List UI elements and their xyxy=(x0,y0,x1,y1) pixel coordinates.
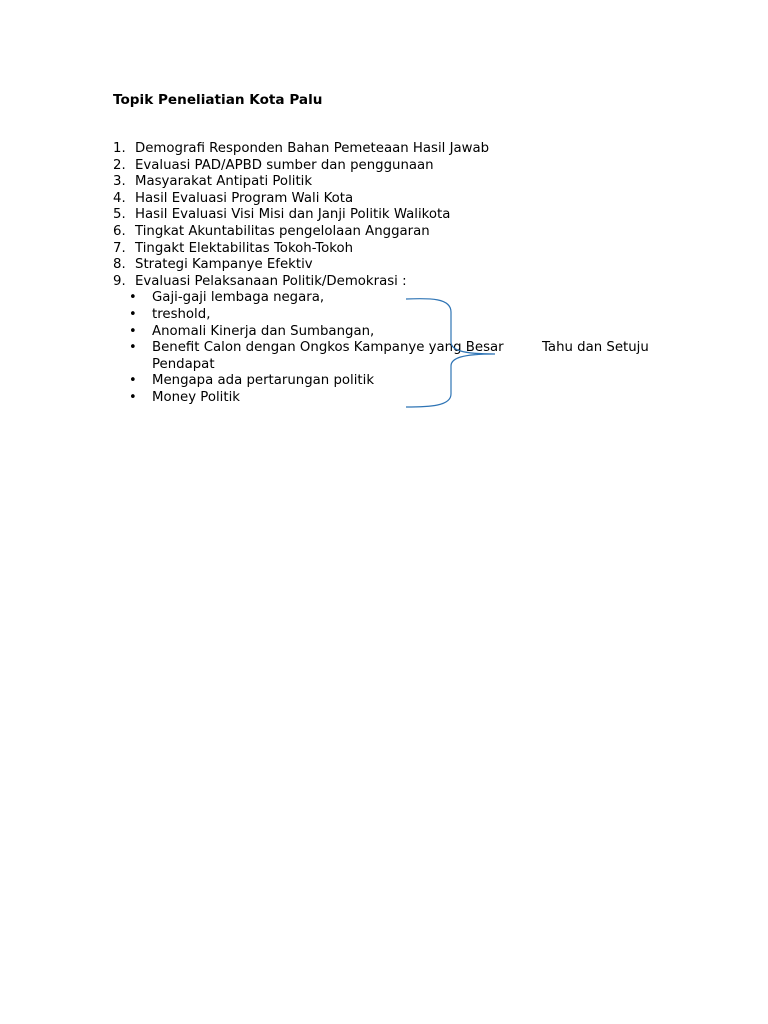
list-item xyxy=(113,158,733,175)
bullet-text: Pendapat xyxy=(152,356,215,372)
list-number: 6. xyxy=(113,223,126,239)
bullet-text: treshold, xyxy=(152,306,211,322)
right-brace-icon xyxy=(400,292,510,414)
list-item xyxy=(113,141,733,158)
bullet-text: Money Politik xyxy=(152,389,240,405)
list-text: Hasil Evaluasi Program Wali Kota xyxy=(135,190,354,206)
list-text: Masyarakat Antipati Politik xyxy=(135,174,313,190)
bullet-icon: • xyxy=(129,323,137,339)
list-item xyxy=(113,274,733,291)
bullet-text: Gaji-gaji lembaga negara, xyxy=(152,290,325,306)
list-number: 3. xyxy=(113,174,126,190)
list-text: Strategi Kampanye Efektiv xyxy=(135,257,313,273)
list-text: Tingkat Akuntabilitas pengelolaan Anggaran xyxy=(135,223,430,239)
list-item xyxy=(113,191,733,208)
bullet-icon: • xyxy=(129,373,137,389)
list-number: 5. xyxy=(113,207,126,223)
list-number: 1. xyxy=(113,141,126,156)
bullet-text: Benefit Calon dengan Ongkos Kampanye yang Besar xyxy=(152,340,504,356)
brace-note: Tahu dan Setuju xyxy=(542,340,649,355)
bullet-icon: • xyxy=(129,389,137,405)
list-text: Evaluasi PAD/APBD sumber dan penggunaan xyxy=(135,157,434,173)
brace-path xyxy=(406,299,495,407)
list-text: Evaluasi Pelaksanaan Politik/Demokrasi : xyxy=(135,273,407,289)
document-title: Topik Peneliatian Kota Palu xyxy=(113,92,323,108)
list-item xyxy=(113,241,733,258)
bullet-icon: • xyxy=(129,290,137,306)
bullet-text: Anomali Kinerja dan Sumbangan, xyxy=(152,323,375,339)
list-number: 7. xyxy=(113,240,126,256)
list-item xyxy=(113,224,733,241)
list-item xyxy=(113,174,733,191)
list-number: 8. xyxy=(113,257,126,273)
list-text: Tingakt Elektabilitas Tokoh-Tokoh xyxy=(135,240,354,256)
list-number: 2. xyxy=(113,157,126,173)
list-text: Hasil Evaluasi Visi Misi dan Janji Politik Walikota xyxy=(135,207,451,223)
list-number: 4. xyxy=(113,190,126,206)
bullet-text: Mengapa ada pertarungan politik xyxy=(152,373,375,389)
bullet-icon: • xyxy=(129,306,137,322)
list-text: Demografi Responden Bahan Pemeteaan Hasil Jawab xyxy=(135,141,490,156)
list-item xyxy=(113,207,733,224)
bullet-icon: • xyxy=(129,340,137,356)
list-number: 9. xyxy=(113,273,126,289)
list-item xyxy=(113,257,733,274)
